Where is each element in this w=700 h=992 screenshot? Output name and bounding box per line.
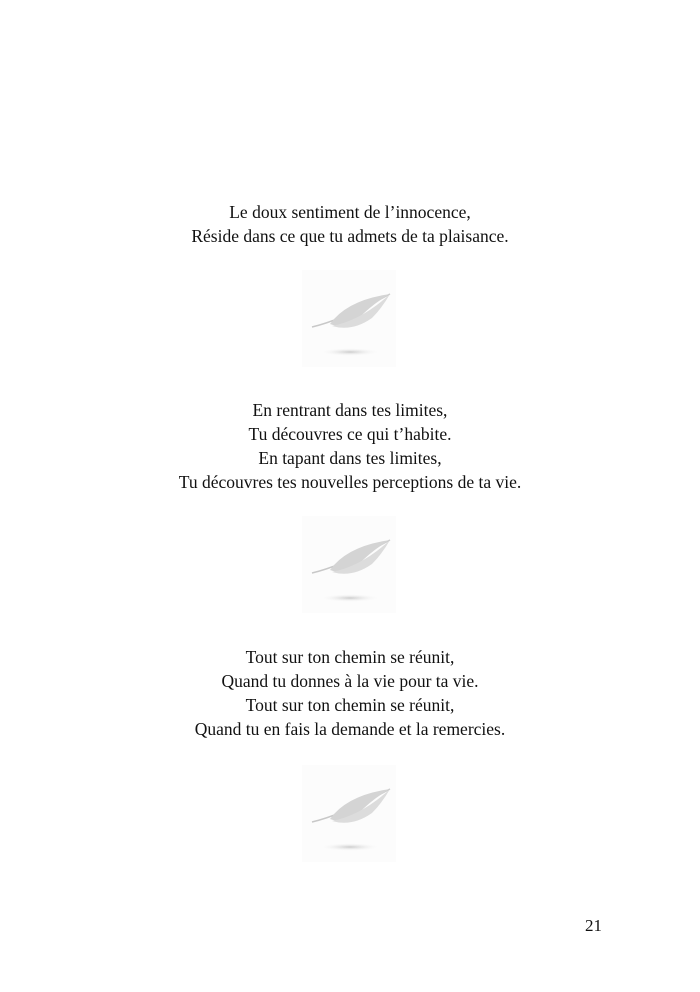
verse-line: En tapant dans tes limites,: [258, 448, 442, 468]
verse-line: Le doux sentiment de l’innocence,: [229, 202, 471, 222]
stanza-3: [0, 645, 700, 741]
stanza-1: [0, 200, 700, 248]
verse-line: Quand tu donnes à la vie pour ta vie.: [221, 671, 479, 691]
feather-icon: [302, 270, 396, 367]
verse-line: Tu découvres ce qui t’habite.: [248, 424, 452, 444]
verse-line: Tu découvres tes nouvelles perceptions de ta vie.: [178, 472, 522, 492]
feather-icon: [302, 516, 396, 613]
verse-line: Quand tu en fais la demande et la remercies.: [194, 719, 506, 739]
feather-icon: [302, 765, 396, 862]
verse-line: Tout sur ton chemin se réunit,: [245, 695, 455, 715]
verse-line: Tout sur ton chemin se réunit,: [245, 647, 455, 667]
page-number: 21: [585, 916, 602, 935]
stanza-2: [0, 398, 700, 494]
verse-line: Réside dans ce que tu admets de ta plaisance.: [191, 226, 509, 246]
verse-line: En rentrant dans tes limites,: [252, 400, 448, 420]
